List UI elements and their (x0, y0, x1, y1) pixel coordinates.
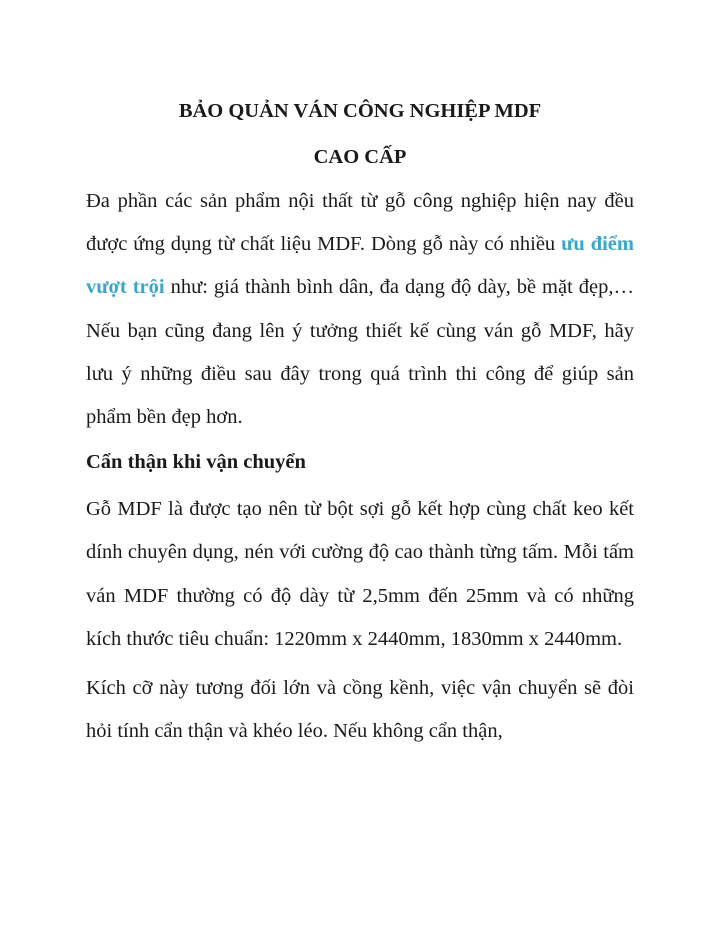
paragraph-3: Kích cỡ này tương đối lớn và cồng kềnh, việc vận chuyển sẽ đòi hỏi tính cẩn thận và khéo léo. Nếu không cẩn thận, (86, 677, 634, 743)
section-heading: Cẩn thận khi vận chuyển (86, 451, 306, 474)
title-line-2: CAO CẤP (313, 146, 407, 168)
intro-paragraph (86, 180, 634, 439)
advantages-link[interactable]: ưu điểm vượt trội (86, 233, 634, 299)
paragraph-2: Gỗ MDF là được tạo nên từ bột sợi gỗ kết hợp cùng chất keo kết dính chuyên dụng, nén với cường độ cao thành từng tấm. Mỗi tấm ván MDF thường có độ dày từ 2,5mm đến 25mm và có những kích thước tiêu chuẩn: 1220mm x 2440mm, 1830mm x 2440mm. (86, 498, 634, 650)
document-title (86, 88, 634, 180)
document-page (86, 88, 634, 753)
title-line-1: BẢO QUẢN VÁN CÔNG NGHIỆP MDF (178, 100, 542, 122)
intro-text-after-link: như: giá thành bình dân, đa dạng độ dày, bề mặt đẹp,… Nếu bạn cũng đang lên ý tưởng thiết kế cùng ván gỗ MDF, hãy lưu ý những điều sau đây trong quá trình thi công để giúp sản phẩm bền đẹp hơn. (86, 276, 635, 429)
intro-text-before-link: Đa phần các sản phẩm nội thất từ gỗ công nghiệp hiện nay đều được ứng dụng từ chất liệu MDF. Dòng gỗ này có nhiều (86, 190, 634, 256)
